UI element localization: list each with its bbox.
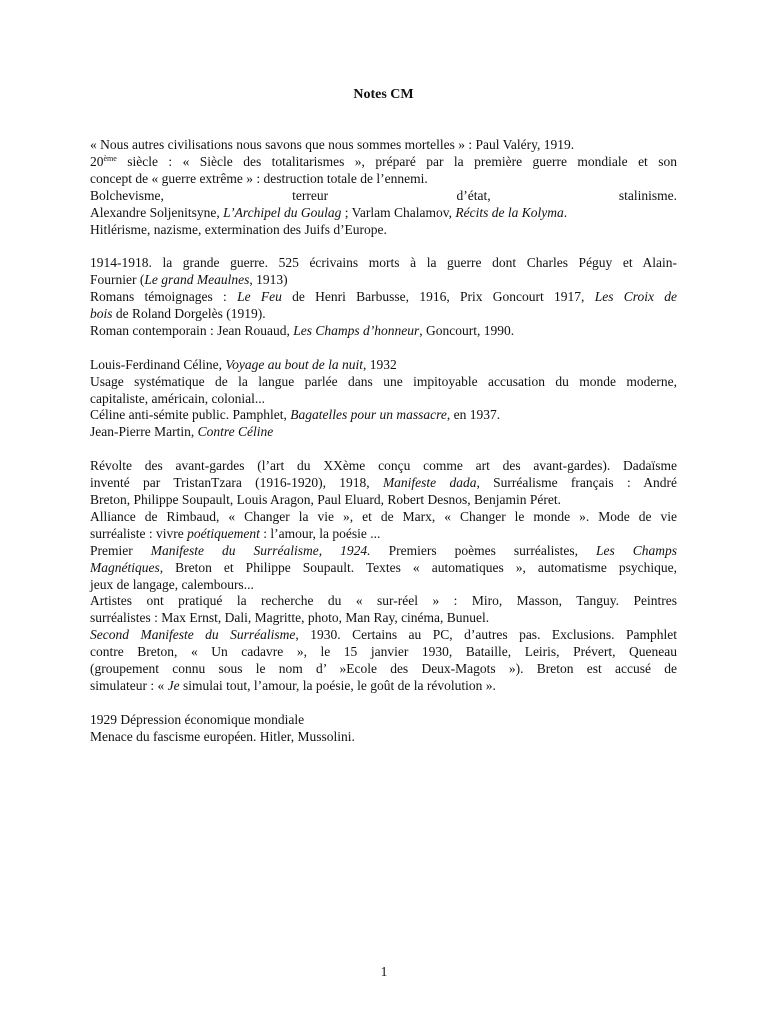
text-line: 1929 Dépression économique mondiale	[90, 711, 305, 727]
italic-title: Magnétiques,	[90, 559, 164, 575]
italic-title: Les Croix de	[594, 289, 678, 305]
italic-title: Bagatelles pour un massacre	[290, 407, 447, 423]
text-span: Romans témoignages :	[90, 289, 238, 305]
text-span: surréaliste : vivre	[90, 525, 188, 541]
text-line: capitaliste, américain, colonial...	[90, 390, 266, 406]
text-line: Artistes ont pratiqué la recherche du « sur-réel » : Miro, Masson, Tanguy. Peintres	[90, 593, 677, 609]
italic-title: Les Champs d’honneur	[293, 322, 420, 338]
text-line	[90, 543, 677, 560]
text-span: Breton et Philippe Soupault. Textes « automatiques », automatisme psychique,	[163, 559, 677, 575]
text-span: Louis-Ferdinand Céline,	[90, 356, 226, 372]
page-title: Notes CM	[353, 87, 414, 102]
italic-title: bois	[90, 306, 113, 322]
italic-title: Voyage au bout de la nuit	[225, 356, 363, 372]
text-span: simulateur : «	[90, 677, 168, 693]
text-line	[90, 424, 677, 441]
superscript: ème	[103, 153, 117, 163]
text-span: , Goncourt, 1990.	[419, 322, 515, 338]
text-line: Bolchevisme, terreur d’état, stalinisme.	[90, 187, 677, 203]
text-line	[90, 272, 677, 289]
text-span: , 1932	[362, 356, 397, 372]
text-span: de Henri Barbusse, 1916, Prix Goncourt 1917,	[281, 289, 595, 305]
italic-title: Manifeste du Surréalisme, 1924.	[150, 542, 371, 558]
text-span: Roman contemporain : Jean Rouaud,	[90, 322, 294, 338]
text-line: concept de « guerre extrême » : destruction totale de l’ennemi.	[90, 170, 428, 186]
italic-title: Les Champs	[595, 542, 677, 558]
text-span: Fournier (	[90, 272, 145, 288]
paragraph-twentieth-century	[90, 137, 677, 238]
page-number: 1	[380, 964, 388, 979]
text-line: Breton, Philippe Soupault, Louis Aragon, Paul Eluard, Robert Desnos, Benjamin Péret.	[90, 491, 561, 507]
text-span: inventé par TristanTzara (1916-1920), 1918,	[90, 475, 383, 491]
italic-word: Je	[167, 677, 180, 693]
text-line: 1914-1918. la grande guerre. 525 écrivains morts à la guerre dont Charles Péguy et Alain-	[90, 255, 677, 271]
text-line: Alliance de Rimbaud, « Changer la vie », et de Marx, « Changer le monde ». Mode de vie	[90, 508, 677, 524]
paragraph-depression	[90, 712, 677, 746]
italic-title: poétiquement	[187, 525, 260, 541]
text-line: « Nous autres civilisations nous savons que nous sommes mortelles » : Paul Valéry, 1919.	[90, 137, 575, 152]
text-line	[90, 407, 677, 424]
italic-title: Récits de la Kolyma	[455, 204, 564, 220]
text-span: : l’amour, la poésie ...	[259, 525, 381, 541]
text-line: Révolte des avant-gardes (l’art du XXème conçu comme art des avant-gardes). Dadaïsme	[90, 458, 677, 474]
text-line	[90, 289, 677, 306]
italic-title: L’Archipel du Goulag	[223, 204, 342, 220]
document-body	[90, 137, 677, 762]
text-span: siècle : « Siècle des totalitarismes », préparé par la première guerre mondiale et son	[116, 153, 677, 169]
text-span: , 1913)	[249, 272, 288, 288]
italic-title: Contre Céline	[197, 424, 274, 440]
italic-title: Manifeste dada	[382, 475, 477, 491]
text-line	[90, 678, 677, 695]
text-line	[90, 560, 677, 577]
text-span: 20	[90, 153, 104, 169]
text-span: de Roland Dorgelès (1919).	[112, 306, 266, 322]
text-span: Alexandre Soljenitsyne,	[90, 204, 224, 220]
text-span: Céline anti-sémite public. Pamphlet,	[90, 407, 291, 423]
text-span: Premiers poèmes surréalistes,	[370, 542, 596, 558]
italic-title: Le grand Meaulnes	[144, 272, 250, 288]
text-span: , en 1937.	[446, 407, 501, 423]
text-line: Usage systématique de la langue parlée dans une impitoyable accusation du monde moderne,	[90, 373, 677, 389]
text-line: (groupement connu sous le nom d’ »Ecole des Deux-Magots »). Breton est accusé de	[90, 661, 677, 677]
italic-title: Second Manifeste du Surréalisme	[90, 627, 296, 643]
text-line: surréalistes : Max Ernst, Dali, Magritte, photo, Man Ray, cinéma, Bunuel.	[90, 610, 490, 626]
text-line	[90, 205, 677, 222]
text-line	[90, 357, 677, 374]
text-span: Jean-Pierre Martin,	[90, 424, 198, 440]
text-span: , Surréalisme français : André	[476, 475, 677, 491]
text-line: Menace du fascisme européen. Hitler, Mussolini.	[90, 728, 355, 744]
text-line	[90, 627, 677, 644]
text-span: ; Varlam Chalamov,	[341, 204, 456, 220]
italic-title: Le Feu	[237, 289, 282, 305]
text-span: .	[563, 204, 568, 220]
text-line: jeux de langage, calembours...	[90, 576, 254, 592]
paragraph-great-war	[90, 255, 677, 340]
text-line: Hitlérisme, nazisme, extermination des Juifs d’Europe.	[90, 221, 387, 237]
paragraph-avant-gardes	[90, 458, 677, 695]
text-line	[90, 306, 677, 323]
text-line	[90, 475, 677, 492]
text-span: Premier	[90, 542, 151, 558]
text-line	[90, 154, 677, 171]
text-span: simulai tout, l’amour, la poésie, le goût de la révolution ».	[179, 677, 496, 693]
text-line	[90, 323, 677, 340]
text-line	[90, 526, 677, 543]
text-span: , 1930. Certains au PC, d’autres pas. Exclusions. Pamphlet	[295, 627, 677, 643]
text-line: contre Breton, « Un cadavre », le 15 janvier 1930, Bataille, Leiris, Prévert, Queneau	[90, 644, 677, 660]
paragraph-celine	[90, 357, 677, 442]
